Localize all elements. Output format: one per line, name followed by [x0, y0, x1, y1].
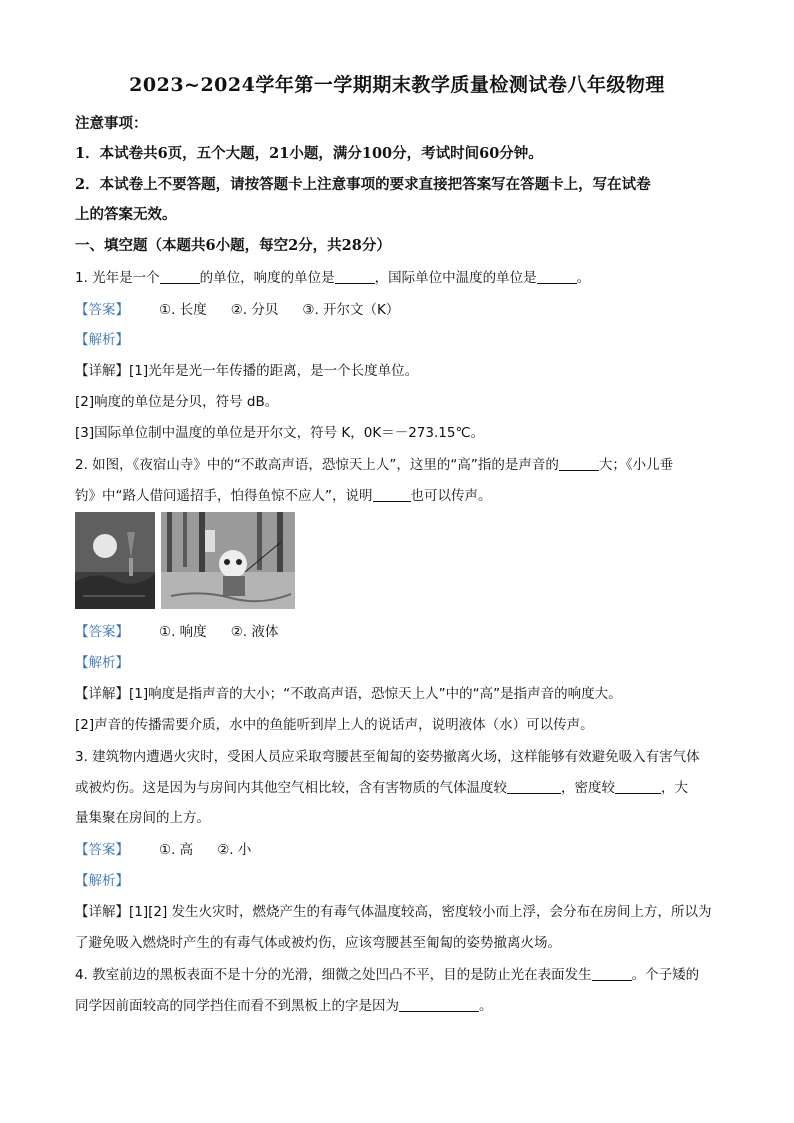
blank [160, 271, 200, 284]
question-3-line-3: 量集聚在房间的上方。 [75, 810, 210, 826]
blank [559, 458, 599, 471]
question-4-line-2: 同学因前面较高的同学挡住而看不到黑板上的字是因为 。 [75, 998, 493, 1014]
blank [399, 999, 479, 1012]
detail-3-2: 了避免吸入燃烧时产生的有毒气体或被灼伤，应该弯腰甚至匍匐的姿势撤离火场。 [75, 935, 561, 951]
blank [335, 271, 375, 284]
detail-1-2: [2]响度的单位是分贝，符号 dB。 [75, 394, 279, 410]
fishing-scene-icon [161, 512, 295, 609]
question-4-line-1: 4. 教室前边的黑板表面不是十分的光滑，细微之处凹凸不平，目的是防止光在表面发生 。个子矮的 [75, 967, 700, 983]
detail-1-1: 【详解】[1]光年是光一年传播的距离，是一个长度单位。 [75, 363, 419, 379]
blank [373, 489, 411, 502]
notice-item-1: 1．本试卷共6页，五个大题，21小题，满分100分，考试时间60分钟。 [75, 145, 543, 162]
detail-2-1: 【详解】[1]响度是指声音的大小；“不敢高声语，恐惊天上人”中的“高”是指声音的响度大。 [75, 686, 622, 702]
blank [537, 271, 577, 284]
analysis-label: 【解析】 [75, 873, 129, 889]
question-3-line-1: 3. 建筑物内遭遇火灾时，受困人员应采取弯腰甚至匍匐的姿势撤离火场，这样能够有效避免吸入有害气体 [75, 749, 700, 765]
notice-heading: 注意事项： [75, 115, 148, 132]
detail-1-3: [3]国际单位制中温度的单位是开尔文，符号 K，0K＝－273.15℃。 [75, 425, 485, 441]
answer-2: 【答案】 ①. 响度 ②. 液体 [75, 624, 279, 640]
blank [507, 781, 561, 794]
answer-label: 【答案】 [75, 842, 129, 858]
question-3-line-2: 或被灼伤。这是因为与房间内其他空气相比较，含有害物质的气体温度较 ，密度较 ，大 [75, 780, 688, 796]
notice-item-2b: 上的答案无效。 [75, 206, 177, 223]
page-title: 2023~2024学年第一学期期末教学质量检测试卷八年级物理 [129, 74, 665, 96]
blank [615, 781, 661, 794]
answer-1: 【答案】 ①. 长度 ②. 分贝 ③. 开尔文（K） [75, 302, 400, 318]
answer-label: 【答案】 [75, 302, 129, 318]
question-2-line-1: 2. 如图，《夜宿山寺》中的“不敢高声语，恐惊天上人”，这里的“高”指的是声音的 大；《小儿垂 [75, 457, 674, 473]
detail-2-2: [2]声音的传播需要介质，水中的鱼能听到岸上人的说话声，说明液体（水）可以传声。 [75, 717, 594, 733]
fishing-illustration [161, 512, 295, 609]
answer-label: 【答案】 [75, 624, 129, 640]
moon-illustration [75, 512, 155, 609]
moon-scene-icon [75, 512, 155, 609]
blank [592, 968, 632, 981]
analysis-label: 【解析】 [75, 655, 129, 671]
analysis-label: 【解析】 [75, 332, 129, 348]
section-heading: 一、填空题（本题共6小题，每空2分，共28分） [75, 237, 391, 254]
notice-item-2a: 2．本试卷上不要答题，请按答题卡上注意事项的要求直接把答案写在答题卡上，写在试卷 [75, 176, 651, 193]
question-2-line-2: 钓》中“路人借问遥招手，怕得鱼惊不应人”，说明 也可以传声。 [75, 488, 492, 504]
question-1: 1. 光年是一个 的单位，响度的单位是 ，国际单位中温度的单位是 。 [75, 270, 591, 286]
answer-3: 【答案】 ①. 高 ②. 小 [75, 842, 252, 858]
detail-3-1: 【详解】[1][2] 发生火灾时，燃烧产生的有毒气体温度较高，密度较小而上浮，会分布在房间上方，所以为 [75, 904, 712, 920]
